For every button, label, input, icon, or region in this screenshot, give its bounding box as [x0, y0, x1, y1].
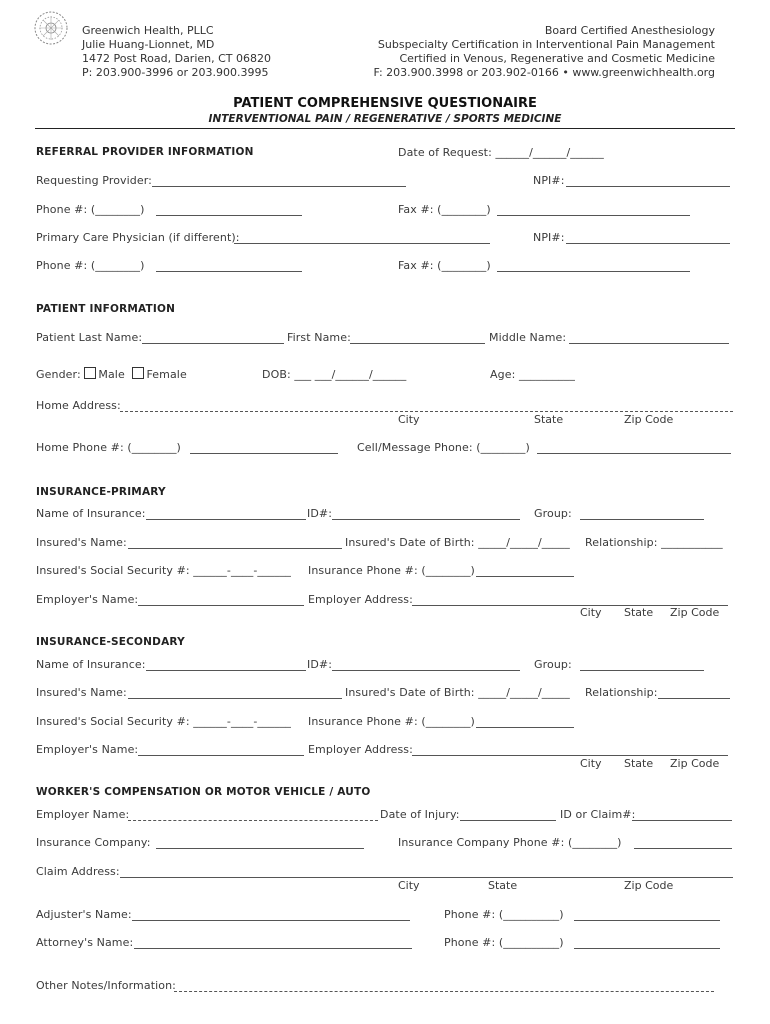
requesting-provider-input[interactable] [152, 186, 406, 187]
date-of-request-field[interactable]: Date of Request: ______/______/______ [398, 146, 604, 159]
wc-id-claim-label: ID or Claim#: [560, 808, 636, 821]
male-label: Male [98, 368, 125, 381]
p-zip-caption: Zip Code [670, 606, 720, 619]
workers-comp-heading: WORKER'S COMPENSATION OR MOTOR VEHICLE / AUTO [36, 786, 371, 798]
p-employer-name-input[interactable] [138, 605, 304, 606]
wc-date-of-injury-input[interactable] [460, 820, 556, 821]
wc-claim-address-input[interactable] [120, 877, 733, 878]
p-ins-phone-label[interactable]: Insurance Phone #: (________) [308, 564, 475, 577]
wc-id-claim-input[interactable] [632, 820, 732, 821]
p-id-input[interactable] [332, 519, 520, 520]
cell-phone-input[interactable] [537, 453, 731, 454]
pcp-npi-input[interactable] [566, 243, 730, 244]
form-subtitle: INTERVENTIONAL PAIN / REGENERATIVE / SPORTS MEDICINE [208, 113, 562, 125]
p-ssn-field[interactable]: Insured's Social Security #: ______-____-______ [36, 564, 292, 577]
p-id-label: ID#: [307, 507, 333, 520]
s-ins-phone-input[interactable] [476, 727, 574, 728]
wc-ins-company-label: Insurance Company: [36, 836, 151, 849]
pcp-label: Primary Care Physician (if different): [36, 231, 240, 244]
wc-ins-company-input[interactable] [156, 848, 364, 849]
p-city-caption: City [580, 606, 602, 619]
wc-adjuster-phone-input[interactable] [574, 920, 720, 921]
p-group-input[interactable] [580, 519, 704, 520]
clinic-address: 1472 Post Road, Darien, CT 06820 [82, 52, 272, 65]
wc-zip-caption: Zip Code [624, 879, 674, 892]
wc-city-caption: City [398, 879, 420, 892]
wc-ins-company-phone-label[interactable]: Insurance Company Phone #: (________) [398, 836, 622, 849]
s-employer-name-input[interactable] [138, 755, 304, 756]
ins-secondary-heading: INSURANCE-SECONDARY [36, 636, 185, 648]
p-insured-name-input[interactable] [128, 548, 342, 549]
age-field[interactable]: Age: __________ [490, 368, 575, 381]
s-state-caption: State [624, 757, 654, 770]
title-rule [35, 128, 735, 129]
referral-fax-input[interactable] [497, 215, 690, 216]
dob-field[interactable]: DOB: ___ ___/______/______ [262, 368, 407, 381]
s-employer-address-label: Employer Address: [308, 743, 413, 756]
middle-name-input[interactable] [569, 343, 729, 344]
pcp-fax-input[interactable] [497, 271, 690, 272]
s-relationship-input[interactable] [658, 698, 730, 699]
s-group-label: Group: [534, 658, 572, 671]
home-address-label: Home Address: [36, 399, 121, 412]
referral-heading: REFERRAL PROVIDER INFORMATION [36, 146, 254, 158]
ins-primary-heading: INSURANCE-PRIMARY [36, 486, 166, 498]
home-state-caption: State [534, 413, 564, 426]
p-ins-name-input[interactable] [146, 519, 306, 520]
cert-line-2: Subspecialty Certification in Interventional Pain Management [377, 38, 715, 51]
s-ins-phone-label[interactable]: Insurance Phone #: (________) [308, 715, 475, 728]
referral-fax-label[interactable]: Fax #: (________) [398, 203, 491, 216]
npi-input[interactable] [566, 186, 730, 187]
referral-phone-label[interactable]: Phone #: (________) [36, 203, 145, 216]
pcp-phone-label[interactable]: Phone #: (________) [36, 259, 145, 272]
home-address-input[interactable] [120, 411, 733, 412]
p-ins-phone-input[interactable] [476, 576, 574, 577]
home-city-caption: City [398, 413, 420, 426]
other-notes-label: Other Notes/Information: [36, 979, 176, 992]
wc-attorney-phone-label[interactable]: Phone #: (__________) [444, 936, 564, 949]
cert-line-3: Certified in Venous, Regenerative and Cosmetic Medicine [399, 52, 715, 65]
gender-label: Gender: [36, 368, 81, 381]
p-insured-dob-field[interactable]: Insured's Date of Birth: _____/_____/_____ [345, 536, 570, 549]
cell-phone-label[interactable]: Cell/Message Phone: (________) [357, 441, 530, 454]
gender-field [36, 367, 187, 381]
wc-attorney-label: Attorney's Name: [36, 936, 134, 949]
s-employer-address-input[interactable] [412, 755, 728, 756]
cert-line-1: Board Certified Anesthesiology [544, 24, 715, 37]
clinic-phone: P: 203.900-3996 or 203.900.3995 [82, 66, 269, 79]
first-name-input[interactable] [350, 343, 485, 344]
form-title: PATIENT COMPREHENSIVE QUESTIONAIRE [233, 96, 537, 111]
first-name-label: First Name: [287, 331, 351, 344]
s-zip-caption: Zip Code [670, 757, 720, 770]
wc-adjuster-input[interactable] [132, 920, 410, 921]
pcp-npi-label: NPI#: [533, 231, 565, 244]
male-checkbox[interactable] [84, 367, 96, 379]
s-id-input[interactable] [332, 670, 520, 671]
npi-label: NPI#: [533, 174, 565, 187]
wc-state-caption: State [488, 879, 518, 892]
s-ssn-field[interactable]: Insured's Social Security #: ______-____-______ [36, 715, 292, 728]
p-employer-name-label: Employer's Name: [36, 593, 139, 606]
pcp-fax-label[interactable]: Fax #: (________) [398, 259, 491, 272]
s-ins-name-input[interactable] [146, 670, 306, 671]
wc-date-of-injury-label: Date of Injury: [380, 808, 460, 821]
p-employer-address-label: Employer Address: [308, 593, 413, 606]
s-insured-dob-field[interactable]: Insured's Date of Birth: _____/_____/_____ [345, 686, 570, 699]
home-phone-input[interactable] [190, 453, 338, 454]
p-group-label: Group: [534, 507, 572, 520]
middle-name-label: Middle Name: [489, 331, 567, 344]
other-notes-input[interactable] [174, 991, 714, 992]
pcp-input[interactable] [234, 243, 490, 244]
certifications [373, 24, 715, 80]
p-relationship-field[interactable]: Relationship: ___________ [585, 536, 723, 549]
home-phone-label[interactable]: Home Phone #: (________) [36, 441, 181, 454]
s-insured-name-input[interactable] [128, 698, 342, 699]
p-insured-name-label: Insured's Name: [36, 536, 127, 549]
wc-attorney-phone-input[interactable] [574, 948, 720, 949]
patient-heading: PATIENT INFORMATION [36, 303, 176, 315]
wc-claim-address-label: Claim Address: [36, 865, 120, 878]
clinic-logo [33, 10, 69, 46]
referral-phone-input[interactable] [156, 215, 302, 216]
clinic-info [82, 24, 271, 80]
female-label: Female [146, 368, 187, 381]
fax-web-line: F: 203.900.3998 or 203.902-0166 • www.greenwichhealth.org [373, 66, 715, 79]
s-relationship-label: Relationship: [585, 686, 658, 699]
clinic-name: Greenwich Health, PLLC [82, 24, 214, 37]
wc-adjuster-phone-label[interactable]: Phone #: (__________) [444, 908, 564, 921]
wc-adjuster-label: Adjuster's Name: [36, 908, 132, 921]
wc-employer-name-input[interactable] [128, 820, 378, 821]
physician-name: Julie Huang-Lionnet, MD [82, 38, 215, 51]
last-name-input[interactable] [142, 343, 284, 344]
pcp-phone-input[interactable] [156, 271, 302, 272]
s-id-label: ID#: [307, 658, 333, 671]
wc-attorney-input[interactable] [134, 948, 412, 949]
s-group-input[interactable] [580, 670, 704, 671]
requesting-provider-label: Requesting Provider: [36, 174, 152, 187]
wc-employer-name-label: Employer Name: [36, 808, 130, 821]
p-state-caption: State [624, 606, 654, 619]
home-zip-caption: Zip Code [624, 413, 674, 426]
wc-ins-company-phone-input[interactable] [634, 848, 732, 849]
s-employer-name-label: Employer's Name: [36, 743, 139, 756]
female-checkbox[interactable] [132, 367, 144, 379]
s-city-caption: City [580, 757, 602, 770]
s-ins-name-label: Name of Insurance: [36, 658, 146, 671]
p-ins-name-label: Name of Insurance: [36, 507, 146, 520]
last-name-label: Patient Last Name: [36, 331, 143, 344]
s-insured-name-label: Insured's Name: [36, 686, 127, 699]
